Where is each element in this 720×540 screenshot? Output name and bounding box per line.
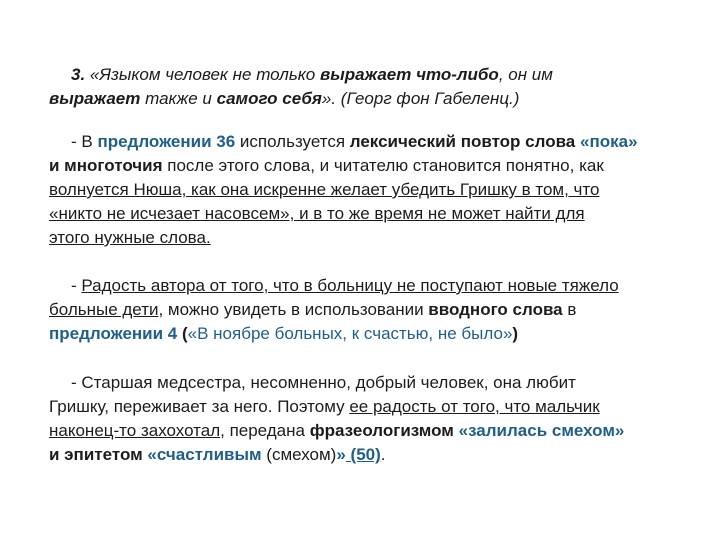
p3-line-3 xyxy=(49,419,689,443)
p1-line-2 xyxy=(49,154,689,178)
p3-sentence-ref: (50) xyxy=(345,445,381,464)
quote-text: «Языком человек не только xyxy=(89,65,320,84)
p1-text: после этого слова, и читателю становится понятно, как xyxy=(162,156,604,175)
p2-line-1 xyxy=(49,274,689,298)
quote-emphasis: выражает xyxy=(49,89,141,108)
paragraph-parenthetical xyxy=(49,274,689,346)
p3-example-word: » xyxy=(336,445,346,464)
p3-example-phrase: «залилась смехом» xyxy=(458,421,625,440)
paragraph-phraseology xyxy=(49,371,689,467)
p2-text: в xyxy=(562,300,577,319)
p3-text: Гришку, переживает за него. Поэтому xyxy=(49,397,350,416)
p1-text: используется xyxy=(235,132,350,151)
p1-line-4: «никто не исчезает насовсем», и в то же время не может найти для xyxy=(49,204,585,223)
quote-emphasis: самого себя xyxy=(216,89,322,108)
p2-text: ( xyxy=(177,324,188,343)
p1-sentence-ref: предложении 36 xyxy=(97,132,236,151)
p3-line-4 xyxy=(49,443,689,467)
p2-underlined: Радость автора от того, что в больницу не поступают новые тяжело xyxy=(81,276,619,295)
paragraph-repetition xyxy=(49,130,689,250)
p3-example-word: «счастливым xyxy=(147,445,262,464)
p2-underlined: больные дети xyxy=(49,300,159,319)
quote-paragraph xyxy=(49,63,689,111)
quote-number: 3. xyxy=(71,65,90,84)
p3-line-1: - Старшая медсестра, несомненно, добрый человек, она любит xyxy=(71,373,576,392)
p3-underlined: наконец-то захохотал xyxy=(49,421,221,440)
quote-emphasis: выражает что-либо xyxy=(319,65,499,84)
quote-line-2 xyxy=(49,87,689,111)
p1-line-1 xyxy=(49,130,689,154)
p1-underlined: этого нужные слова. xyxy=(49,228,211,247)
quote-line-1 xyxy=(49,63,689,87)
p3-device: фразеологизмом xyxy=(309,421,454,440)
p3-underlined: ее радость от того, что мальчик xyxy=(349,397,600,416)
p3-line-2 xyxy=(49,395,689,419)
p2-line-3 xyxy=(49,322,689,346)
quote-text: , он им xyxy=(498,65,553,84)
p3-text: . xyxy=(380,445,386,464)
p1-example-word: «пока» xyxy=(580,132,638,151)
p1-device: лексический повтор слова xyxy=(349,132,576,151)
p3-device: и эпитетом xyxy=(49,445,143,464)
p2-example-quote: «В ноябре больных, к счастью, не было» xyxy=(187,324,513,343)
p3-text: , передана xyxy=(220,421,310,440)
p2-text: - xyxy=(71,276,82,295)
quote-text: также и xyxy=(140,89,217,108)
p1-line-5 xyxy=(49,226,689,250)
p2-line-2 xyxy=(49,298,689,322)
p1-text: - В xyxy=(71,132,98,151)
p3-text: (смехом) xyxy=(261,445,337,464)
p2-text: , можно увидеть в использовании xyxy=(158,300,429,319)
p1-line-3: волнуется Нюша, как она искренне желает убедить Гришку в том, что xyxy=(49,180,600,199)
p2-text: ) xyxy=(512,324,519,343)
p2-sentence-ref: предложении 4 xyxy=(49,324,178,343)
p1-device: и многоточия xyxy=(49,156,163,175)
quote-text: ». (Георг фон Габеленц.) xyxy=(321,89,520,108)
p2-device: вводного слова xyxy=(428,300,563,319)
